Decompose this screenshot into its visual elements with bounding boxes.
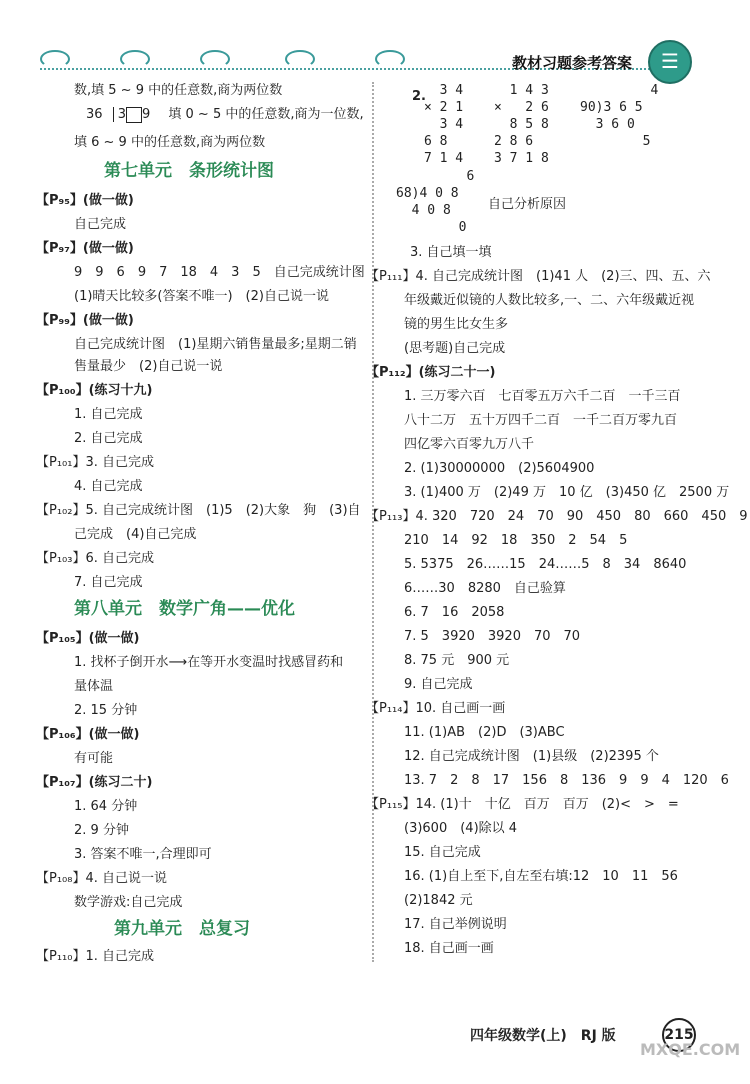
text-line: 填 0 ~ 5 中的任意数,商为一位数, bbox=[168, 107, 364, 122]
answer-line: 年级戴近似镜的人数比较多,一、二、六年级戴近视 bbox=[404, 293, 695, 308]
text-line: 数,填 5 ~ 9 中的任意数,商为两位数 bbox=[74, 83, 283, 98]
answer-line: 18. 自己画一画 bbox=[404, 941, 494, 956]
page-tag: 【P₁₀₆】(做一做) bbox=[36, 727, 140, 742]
page-tag: 【P₁₁₂】(练习二十一) bbox=[366, 365, 496, 380]
page-tag: 【P₉₉】(做一做) bbox=[36, 313, 134, 328]
page-tag: 【P₁₀₀】(练习十九) bbox=[36, 383, 153, 398]
answer-line: 【P₁₁₅】14. (1)十 十亿 百万 百万 (2)< > = bbox=[366, 797, 679, 812]
page-header bbox=[0, 0, 750, 80]
answer-line: 11. (1)AB (2)D (3)ABC bbox=[404, 725, 565, 740]
divisor: 36 bbox=[86, 107, 103, 122]
long-division: 6 68)4 0 8 4 0 8 0 bbox=[396, 169, 475, 235]
answer-line: 自己完成 bbox=[74, 217, 127, 232]
answer-line: 6……30 8280 自己验算 bbox=[404, 581, 566, 596]
answer-line: 1. 自己完成 bbox=[74, 407, 143, 422]
decor-swirl bbox=[285, 50, 315, 68]
decor-swirl bbox=[40, 50, 70, 68]
answer-line: 自己分析原因 bbox=[488, 197, 567, 212]
answer-line: 5. 5375 26……15 24……5 8 34 8640 bbox=[404, 557, 687, 572]
answer-line: 【P₁₁₃】4. 320 720 24 70 90 450 80 660 450 9 bbox=[366, 509, 748, 524]
vertical-calc: 3 4 × 2 1 3 4 6 8 7 1 4 bbox=[424, 83, 464, 166]
answer-line: 【P₁₀₂】5. 自己完成统计图 (1)5 (2)大象 狗 (3)自 bbox=[36, 503, 361, 518]
answer-line: 9 9 6 9 7 18 4 3 5 自己完成统计图 bbox=[74, 265, 365, 280]
page-tag: 【P₉₅】(做一做) bbox=[36, 193, 134, 208]
answer-line: 【P₁₁₀】1. 自己完成 bbox=[36, 949, 155, 964]
answer-line: 6. 7 16 2058 bbox=[404, 605, 505, 620]
watermark: MXQE.COM bbox=[640, 1040, 741, 1059]
answer-line: 7. 自己完成 bbox=[74, 575, 143, 590]
footer-subject: 四年级数学(上) RJ 版 bbox=[470, 1028, 616, 1044]
answer-line: 2. (1)30000000 (2)5604900 bbox=[404, 461, 595, 476]
decor-swirl bbox=[200, 50, 230, 68]
answer-line: 12. 自己完成统计图 (1)县级 (2)2395 个 bbox=[404, 749, 659, 764]
answer-line: 量体温 bbox=[74, 679, 114, 694]
page-number: 215 bbox=[662, 1018, 696, 1052]
answer-line: 【P₁₁₁】4. 自己完成统计图 (1)41 人 (2)三、四、五、六 bbox=[366, 269, 711, 284]
page-tag: 【P₁₀₅】(做一做) bbox=[36, 631, 140, 646]
answer-line: 四亿零六百零九万八千 bbox=[404, 437, 535, 452]
answer-line: 13. 7 2 8 17 156 8 136 9 9 4 120 6 bbox=[404, 773, 729, 788]
answer-line: 17. 自己举例说明 bbox=[404, 917, 507, 932]
question-number: 2. bbox=[412, 89, 426, 104]
digit: 3 bbox=[117, 107, 126, 122]
answer-line: 7. 5 3920 3920 70 70 bbox=[404, 629, 581, 644]
division-line bbox=[86, 106, 364, 124]
unit-heading: 第九单元 总复习 bbox=[114, 919, 250, 939]
answer-line: 1. 找杯子倒开水⟶在等开水变温时找感冒药和 bbox=[74, 655, 344, 670]
answer-line: 1. 64 分钟 bbox=[74, 799, 138, 814]
decor-swirl bbox=[120, 50, 150, 68]
answer-line: 3. 答案不唯一,合理即可 bbox=[74, 847, 212, 862]
answer-line: 1. 三万零六百 七百零五万六千二百 一千三百 bbox=[404, 389, 681, 404]
answer-line: 3. 自己填一填 bbox=[410, 245, 492, 260]
answer-line: 15. 自己完成 bbox=[404, 845, 481, 860]
page-tag: 【P₁₀₇】(练习二十) bbox=[36, 775, 153, 790]
answer-line: (2)1842 元 bbox=[404, 893, 473, 908]
long-division: 4 90)3 6 5 3 6 0 5 bbox=[580, 83, 659, 149]
answer-line: 售量最少 (2)自己说一说 bbox=[74, 359, 223, 374]
answer-line: (3)600 (4)除以 4 bbox=[404, 821, 518, 836]
unit-heading: 第八单元 数学广角——优化 bbox=[74, 599, 295, 619]
answer-line: 16. (1)自上至下,自左至右填:12 10 11 56 bbox=[404, 869, 678, 884]
answer-line: 镜的男生比女生多 bbox=[404, 317, 509, 332]
answer-line: 4. 自己完成 bbox=[74, 479, 143, 494]
answer-line: 【P₁₀₃】6. 自己完成 bbox=[36, 551, 155, 566]
digit: 9 bbox=[141, 107, 151, 122]
answer-line: 自己完成统计图 (1)星期六销售量最多;星期二销 bbox=[74, 337, 357, 352]
answer-line: (1)晴天比较多(答案不唯一) (2)自己说一说 bbox=[74, 289, 329, 304]
answer-line: 210 14 92 18 350 2 54 5 bbox=[404, 533, 628, 548]
dividend bbox=[113, 107, 151, 122]
answer-line: 2. 自己完成 bbox=[74, 431, 143, 446]
vertical-calc: 1 4 3 × 2 6 8 5 8 2 8 6 3 7 1 8 bbox=[494, 83, 549, 166]
answer-line: 【P₁₀₁】3. 自己完成 bbox=[36, 455, 155, 470]
text-line: 填 6 ~ 9 中的任意数,商为两位数 bbox=[74, 135, 266, 150]
answer-line: 9. 自己完成 bbox=[404, 677, 473, 692]
book-icon: ☰ bbox=[648, 40, 692, 84]
answer-line: 数学游戏:自己完成 bbox=[74, 895, 183, 910]
answer-line: 己完成 (4)自己完成 bbox=[74, 527, 197, 542]
answer-line: (思考题)自己完成 bbox=[404, 341, 506, 356]
answer-line: 八十二万 五十万四千二百 一千二百万零九百 bbox=[404, 413, 678, 428]
answer-line: 有可能 bbox=[74, 751, 114, 766]
answer-line: 【P₁₁₄】10. 自己画一画 bbox=[366, 701, 506, 716]
answer-line: 【P₁₀₈】4. 自己说一说 bbox=[36, 871, 168, 886]
answer-line: 8. 75 元 900 元 bbox=[404, 653, 510, 668]
blank-box bbox=[126, 107, 142, 123]
page-tag: 【P₉₇】(做一做) bbox=[36, 241, 134, 256]
answer-line: 2. 15 分钟 bbox=[74, 703, 138, 718]
answer-line: 2. 9 分钟 bbox=[74, 823, 129, 838]
unit-heading: 第七单元 条形统计图 bbox=[104, 161, 274, 181]
header-title: 教材习题参考答案 bbox=[512, 54, 633, 72]
decor-swirl bbox=[375, 50, 405, 68]
answer-line: 3. (1)400 万 (2)49 万 10 亿 (3)450 亿 2500 万 bbox=[404, 485, 730, 500]
